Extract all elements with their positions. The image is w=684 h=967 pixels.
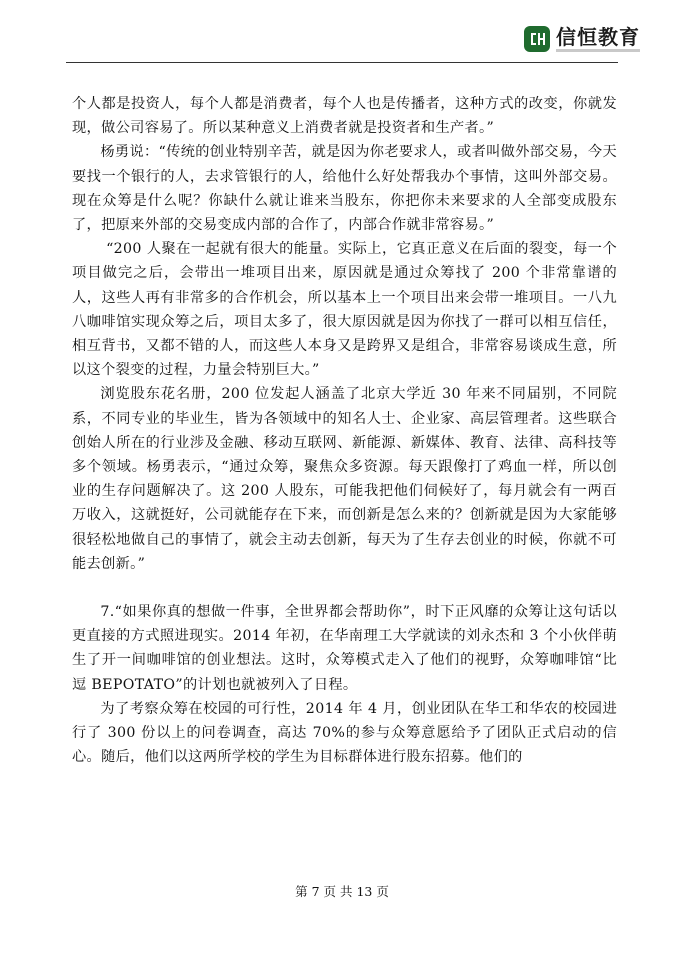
document-body bbox=[72, 92, 617, 769]
page-number: 第 7 页 共 13 页 bbox=[295, 884, 389, 899]
paragraph-3: “200 人聚在一起就有很大的能量。实际上，它真正意义在后面的裂变，每一个项目做完之后，会带出一堆项目出来，原因就是通过众筹找了 200 个非常靠谱的人，这些人再有非常多的合作机会，所以基本上一个项目出来会带一堆项目。一八九八咖啡馆实现众筹之后，项目太多了，很大原因就是因为你找了一群可以相互信任，相互背书，又都不错的人，而这些人本身又是跨界又是组合，非常容易谈成生意，所以这个裂变的过程，力量会特别巨大。” bbox=[72, 241, 617, 379]
header-divider bbox=[66, 62, 618, 63]
paragraph-5: 7.“如果你真的想做一件事，全世界都会帮助你”，时下正风靡的众筹让这句话以更直接的方式照进现实。2014 年初，在华南理工大学就读的刘永杰和 3 个小伙伴萌生了开一间咖啡馆的创业想法。这时，众筹模式走入了他们的视野，众筹咖啡馆“比逗 BEPOTATO”的计划也就被列入了日程。 bbox=[72, 604, 617, 693]
paragraph-1: 个人都是投资人，每个人都是消费者，每个人也是传播者，这种方式的改变，你就发现，做公司容易了。所以某种意义上消费者就是投资者和生产者。” bbox=[72, 96, 617, 137]
logo-text-wrap bbox=[556, 24, 640, 52]
logo-text: 信恒教育 bbox=[556, 24, 640, 49]
paragraph-6: 为了考察众筹在校园的可行性，2014 年 4 月，创业团队在华工和华农的校园进行了 300 份以上的问卷调查，高达 70%的参与众筹意愿给予了团队正式启动的信心。随后，他们以这两所学校的学生为目标群体进行股东招募。他们的 bbox=[72, 700, 617, 766]
xinheng-logo-icon bbox=[524, 26, 550, 52]
paragraph-gap bbox=[72, 576, 617, 600]
paragraph-4: 浏览股东花名册，200 位发起人涵盖了北京大学近 30 年来不同届别，不同院系，不同专业的毕业生，皆为各领域中的知名人士、企业家、高层管理者。这些联合创始人所在的行业涉及金融、移动互联网、新能源、新媒体、教育、法律、高科技等多个领域。杨勇表示，“通过众筹，聚焦众多资源。每天跟像打了鸡血一样，所以创业的生存问题解决了。这 200 人股东，可能我把他们伺候好了，每月就会有一两百万收入，这就挺好，公司就能存在下来，而创新是怎么来的？创新就是因为大家能够很轻松地做自己的事情了，就会主动去创新，每天为了生存去创业的时候，你就不可能去创新。” bbox=[72, 386, 617, 572]
paragraph-2: 杨勇说：“传统的创业特别辛苦，就是因为你老要求人，或者叫做外部交易，今天要找一个银行的人，去求管银行的人，给他什么好处帮我办个事情，这叫外部交易。现在众筹是什么呢？你缺什么就让谁来当股东，你把你未来要求的人全部变成股东了，把原来外部的交易变成内部的合作了，内部合作就非常容易。” bbox=[72, 144, 617, 234]
header-logo bbox=[524, 26, 640, 52]
logo-underline bbox=[556, 49, 640, 52]
